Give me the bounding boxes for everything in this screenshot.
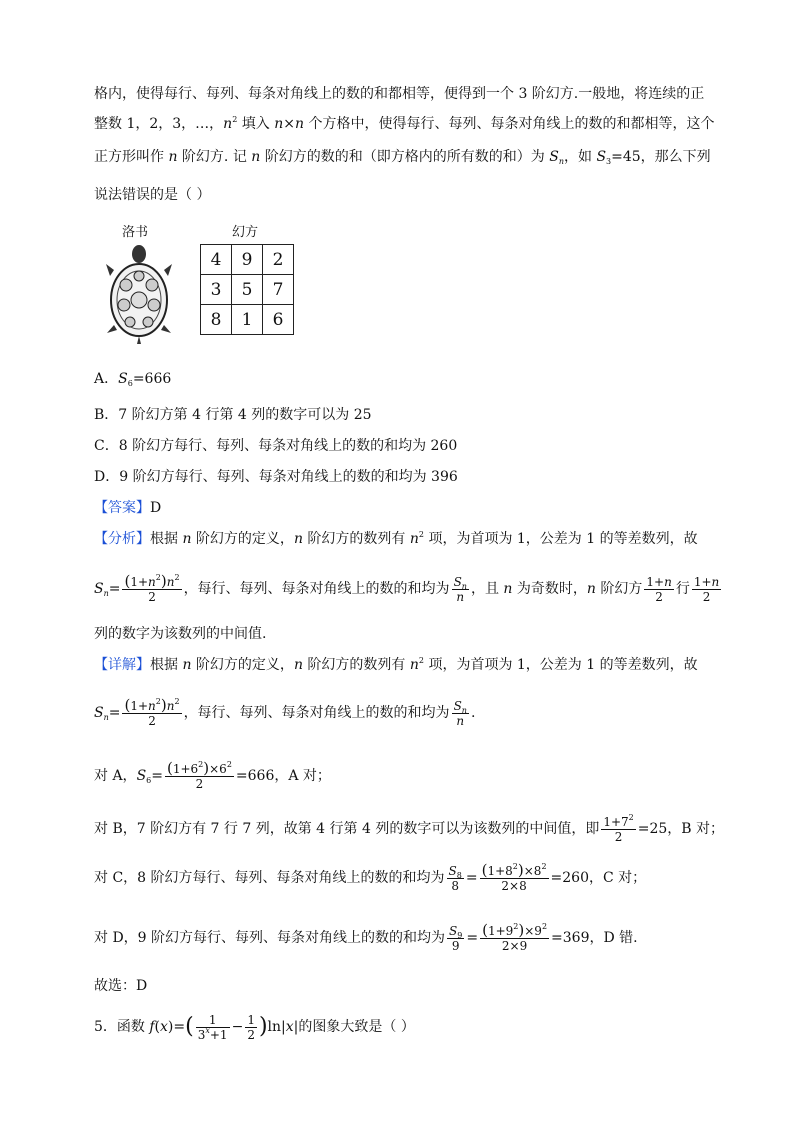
analysis-line-3: 列的数字为该数列的中间值. [94, 626, 267, 642]
grid-cell: 9 [232, 245, 263, 275]
analysis-line-1: 【分析】根据 n 阶幻方的定义，n 阶幻方的数列有 $n^2$ 项，为首项为 1，公差为 1 的等差数列，故 [94, 530, 698, 547]
caption-luoshu: 洛书 [122, 225, 149, 240]
option-d: D．9 阶幻方每行、每列、每条对角线上的数的和均为 396 [94, 469, 458, 485]
grid-cell: 2 [263, 245, 294, 275]
option-c: C．8 阶幻方每行、每列、每条对角线上的数的和均为 260 [94, 438, 458, 454]
grid-cell: 7 [263, 275, 294, 305]
grid-cell: 8 [201, 305, 232, 335]
para-line-4: 说法错误的是（ ） [94, 187, 211, 203]
detail-b: 对 B，7 阶幻方有 7 行 7 列，故第 4 行第 4 列的数字可以为该数列的中间值，即 $\frac{1+7^2}{2}$ =25，B 对； [94, 812, 725, 844]
option-b: B．7 阶幻方第 4 行第 4 列的数字可以为 25 [94, 407, 372, 423]
grid-cell: 4 [201, 245, 232, 275]
detail-line-2: $S_n=$ $\frac{(1+n^2)n^2}{2}$ ，每行、每列、每条对角线上的数的和均为 $\frac{S_n}{n}$ . [94, 696, 476, 728]
grid-cell: 3 [201, 275, 232, 305]
grid-cell: 5 [232, 275, 263, 305]
final-choice: 故选：D [94, 978, 148, 994]
grid-cell: 1 [232, 305, 263, 335]
magic-square-grid [200, 244, 294, 335]
answer-line: 【答案】D [94, 500, 162, 516]
turtle-illustration [104, 240, 174, 345]
question-5: 5．函数 f(x)=( $\frac{1}{3^x+1}$ − $\frac{1}{2}$ )ln|x|的图象大致是（ ） [94, 1012, 415, 1042]
detail-c: 对 C，8 阶幻方每行、每列、每条对角线上的数的和均为 $\frac{S_8}{8}$ = $\frac{(1+8^2)\times 8^2}{2\times 8}$ =260，C 对； [94, 861, 647, 893]
analysis-line-2: $S_n=$ $\frac{(1+n^2)n^2}{2}$ ，每行、每列、每条对角线上的数的和均为 $\frac{S_n}{n}$ ，且 n 为奇数时，n 阶幻方 $\frac{1+n}{2}$ 行 $\frac{1+n}{2}$ [94, 572, 720, 604]
para-line-2: 整数 1，2，3，…，$n^2$ 填入 n×n 个方格中，使得每行、每列、每条对角线上的数的和都相等，这个 [94, 115, 715, 132]
caption-magic-square: 幻方 [232, 225, 259, 240]
para-line-3: 正方形叫作 n 阶幻方. 记 n 阶幻方的数的和（即方格内的所有数的和）为 $S_n$，如 $S_3=45$，那么下列 [94, 149, 711, 166]
option-a: A．$S_6=666$ [94, 371, 172, 388]
grid-cell: 6 [263, 305, 294, 335]
detail-a: 对 A，$S_6=$ $\frac{(1+6^2)\times 6^2}{2}$ =666，A 对； [94, 759, 331, 791]
detail-d: 对 D，9 阶幻方每行、每列、每条对角线上的数的和均为 $\frac{S_9}{9}$ = $\frac{(1+9^2)\times 9^2}{2\times 9}$ =369，D 错. [94, 921, 638, 953]
para-line-1: 格内，使得每行、每列、每条对角线上的数的和都相等，便得到一个 3 阶幻方.一般地，将连续的正 [94, 86, 705, 102]
detail-line-1: 【详解】根据 n 阶幻方的定义，n 阶幻方的数列有 $n^2$ 项，为首项为 1，公差为 1 的等差数列，故 [94, 656, 698, 673]
